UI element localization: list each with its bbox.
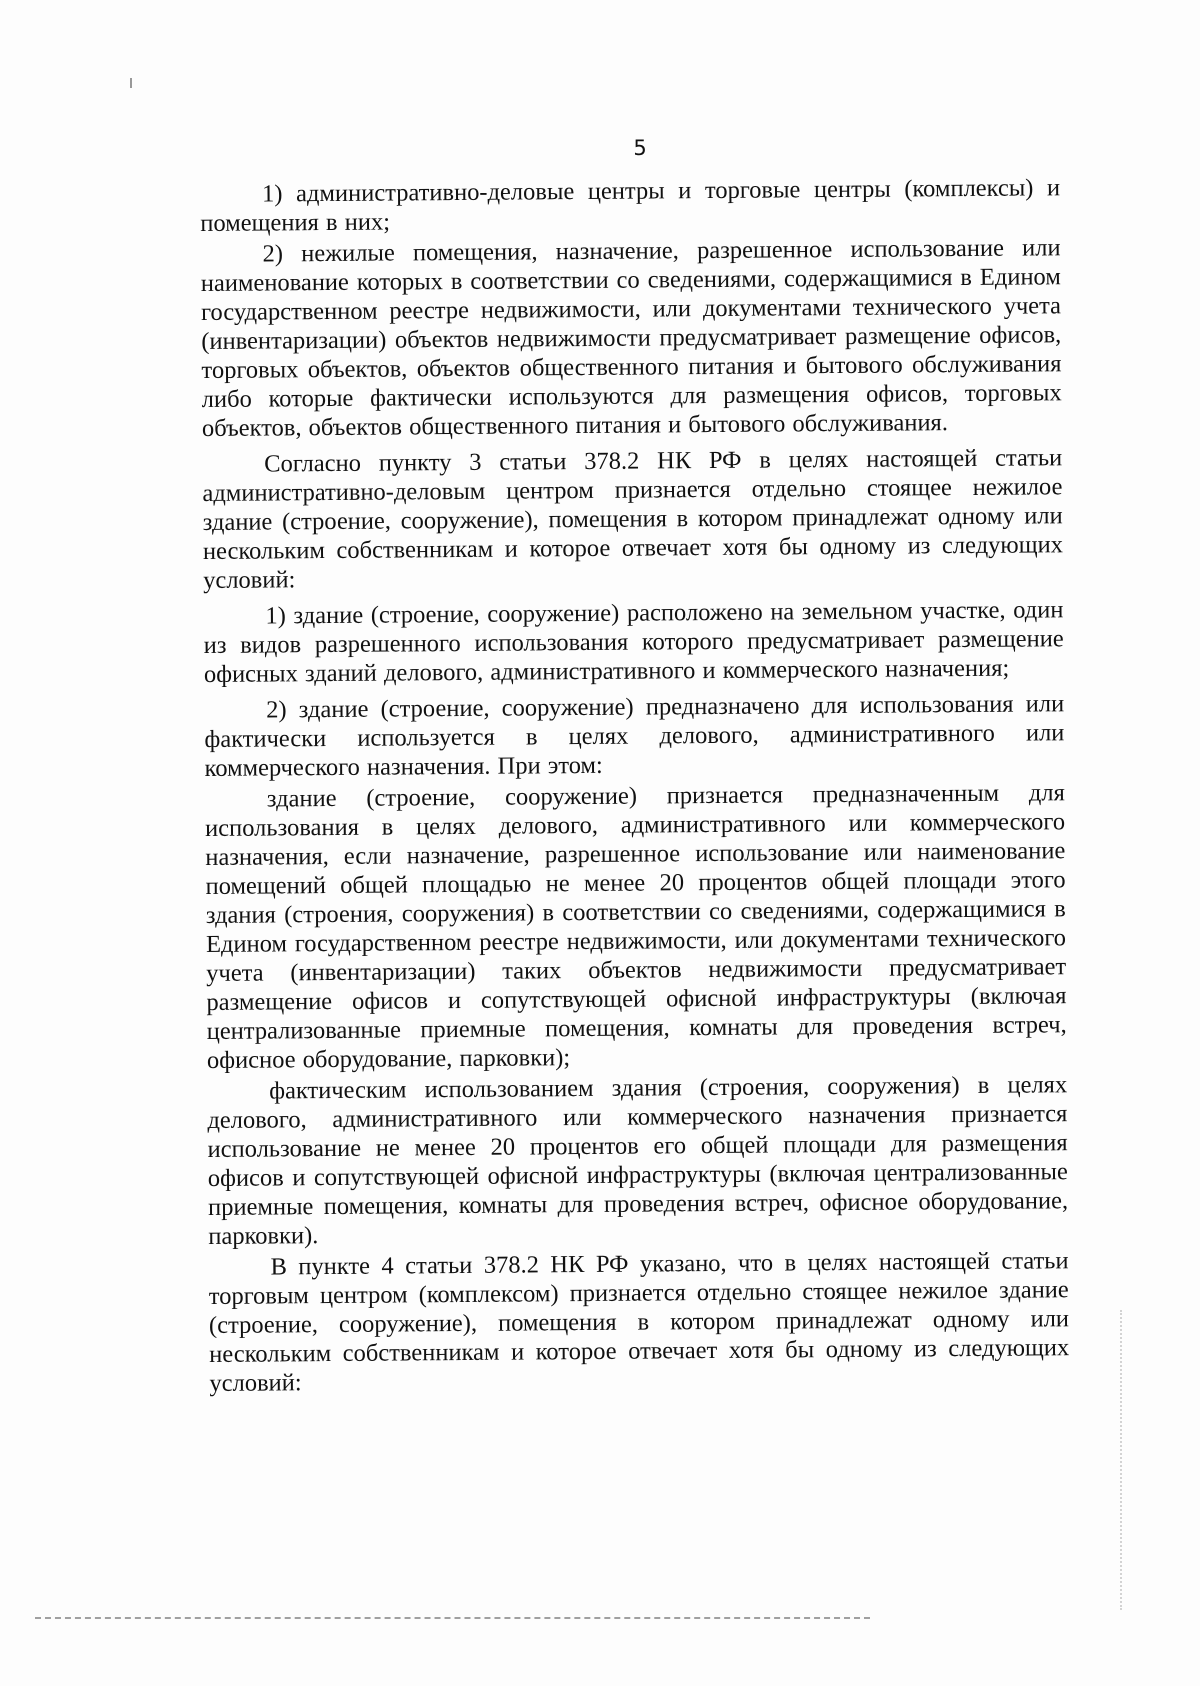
- paragraph-actual-use: фактическим использованием здания (строения, сооружения) в целях делового, административного или коммерческого назначения признается использование не менее 20 процентов его общей площади для размещения офисов и сопутствующей офисной инфраструктуры (включая централизованные приемные помещения, комнаты для проведения встреч, офисное оборудование, парковки).: [207, 1071, 1069, 1250]
- paragraph-article-3: Согласно пункту 3 статьи 378.2 НК РФ в целях настоящей статьи административно-деловым центром признается отдельно стоящее нежилое здание (строение, сооружение), помещения в котором принадлежат одному или нескольким собственникам и которое отвечает хотя бы одному из следующих условий:: [202, 444, 1063, 594]
- paragraph-item-1: 1) административно-деловые центры и торговые центры (комплексы) и помещения в них;: [200, 174, 1061, 237]
- paragraph-designated-use: здание (строение, сооружение) признается предназначенным для использования в целях делового, административного или коммерческого назначения, если назначение, разрешенное использование или наименование помещений общей площадью не менее 20 процентов общей площади этого здания (строения, сооружения) в соответствии со сведениями, содержащимися в Едином государственном реестре недвижимости, или документами технического учета (инвентаризации) таких объектов недвижимости предусматривает размещение офисов и сопутствующей офисной инфраструктуры (включая централизованные приемные помещения, комнаты для проведения встреч, офисное оборудование, парковки);: [204, 779, 1067, 1074]
- scan-bottom-line: [35, 1617, 870, 1619]
- page-number: 5: [633, 136, 647, 160]
- scan-edge-dots: [1120, 1310, 1124, 1610]
- paragraph-item-2: 2) нежилые помещения, назначение, разрешенное использование или наименование которых в соответствии со сведениями, содержащимися в Едином государственном реестре недвижимости, или документами технического учета (инвентаризации) объектов недвижимости предусматривает размещение офисов, торговых объектов, объектов общественного питания и бытового обслуживания либо которые фактически используются для размещения офисов, торговых объектов, объектов общественного питания и бытового обслуживания.: [200, 234, 1062, 442]
- paragraph-condition-2: 2) здание (строение, сооружение) предназначено для использования или фактически используется в целях делового, административного или коммерческого назначения. При этом:: [204, 690, 1065, 782]
- document-body: [200, 173, 1070, 1400]
- scan-margin-mark: [130, 78, 132, 88]
- paragraph-article-4: В пункте 4 статьи 378.2 НК РФ указано, что в целях настоящей статьи торговым центром (комплексом) признается отдельно стоящее нежилое здание (строение, сооружение), помещения в котором принадлежат одному или нескольким собственникам и которое отвечает хотя бы одному из следующих условий:: [208, 1247, 1070, 1397]
- paragraph-condition-1: 1) здание (строение, сооружение) расположено на земельном участке, один из видов разрешенного использования которого предусматривает размещение офисных зданий делового, административного и коммерческого назначения;: [203, 596, 1064, 688]
